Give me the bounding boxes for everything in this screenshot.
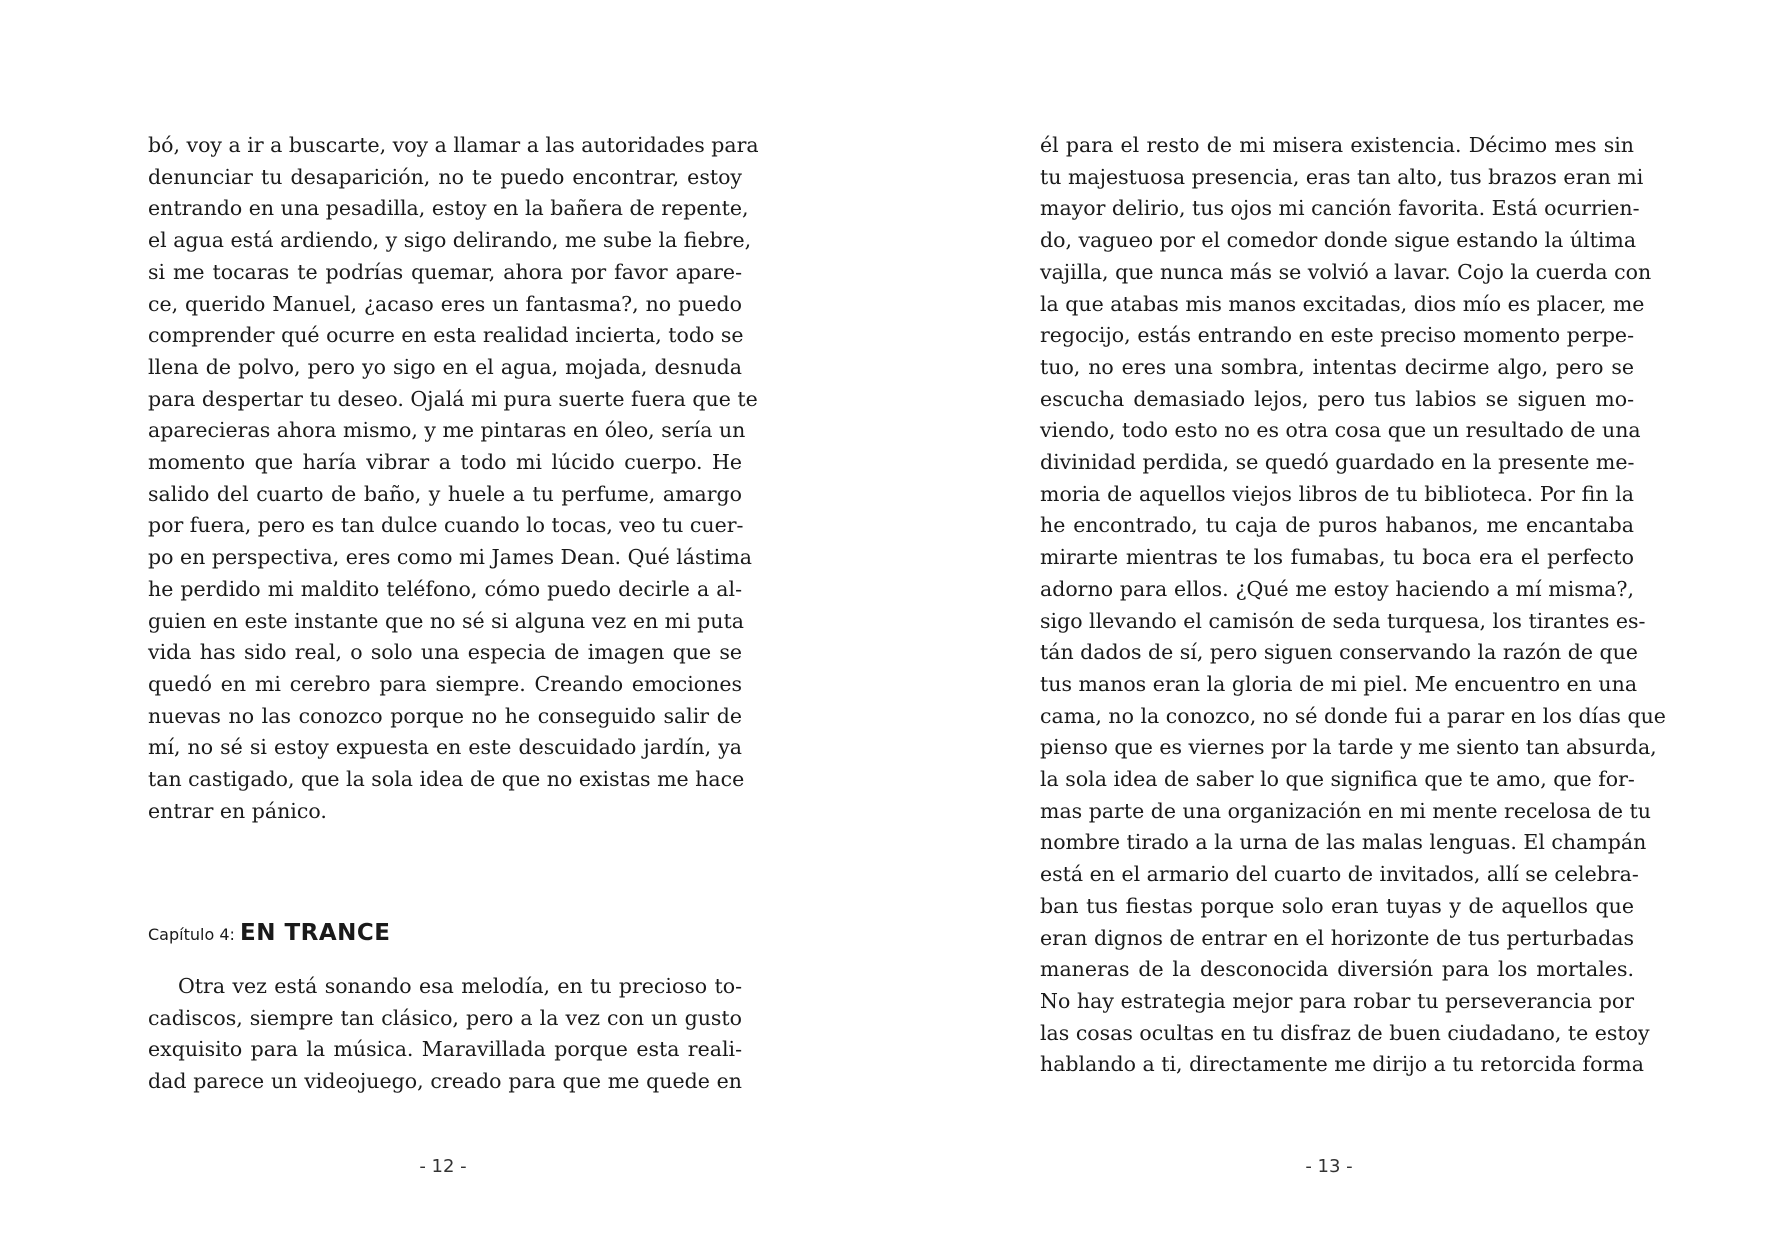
right-page <box>886 0 1772 1240</box>
text-line: regocijo, estás entrando en este preciso momento perpe- <box>1040 323 1634 348</box>
text-line: he perdido mi maldito teléfono, cómo puedo decirle a al- <box>148 576 742 601</box>
text-line: exquisito para la música. Maravillada porque esta reali- <box>148 1037 742 1062</box>
text-line: he encontrado, tu caja de puros habanos, me encantaba <box>1040 513 1634 538</box>
text-line: tan castigado, que la sola idea de que no existas me hace <box>148 767 745 792</box>
text-line: pienso que es viernes por la tarde y me siento tan absurda, <box>1040 735 1657 760</box>
text-line: la que atabas mis manos excitadas, dios mío es placer, me <box>1040 291 1645 316</box>
text-line: viendo, todo esto no es otra cosa que un resultado de una <box>1040 418 1641 443</box>
text-line: ce, querido Manuel, ¿acaso eres un fantasma?, no puedo <box>148 291 742 316</box>
text-line: vajilla, que nunca más se volvió a lavar. Cojo la cuerda con <box>1040 259 1652 284</box>
text-line: la sola idea de saber lo que significa que te amo, que for- <box>1040 767 1635 792</box>
text-line: momento que haría vibrar a todo mi lúcido cuerpo. He <box>148 450 742 475</box>
text-line: comprender qué ocurre en esta realidad incierta, todo se <box>148 323 744 348</box>
text-line: está en el armario del cuarto de invitados, allí se celebra- <box>1040 862 1639 887</box>
text-line: salido del cuarto de baño, y huele a tu perfume, amargo <box>148 481 742 506</box>
chapter-heading <box>148 920 391 946</box>
text-line: sigo llevando el camisón de seda turquesa, los tirantes es- <box>1040 608 1646 633</box>
text-line: escucha demasiado lejos, pero tus labios se siguen mo- <box>1040 386 1634 411</box>
text-line: po en perspectiva, eres como mi James Dean. Qué lástima <box>148 545 752 570</box>
text-line: do, vagueo por el comedor donde sigue estando la última <box>1040 228 1637 253</box>
text-line: eran dignos de entrar en el horizonte de tus perturbadas <box>1040 925 1634 950</box>
text-line: dad parece un videojuego, creado para que me quede en <box>148 1069 742 1094</box>
page-number-right: - 13 - <box>1305 1156 1353 1177</box>
chapter-title: EN TRANCE <box>239 920 391 946</box>
text-line: moria de aquellos viejos libros de tu biblioteca. Por fin la <box>1040 481 1634 506</box>
text-line: maneras de la desconocida diversión para los mortales. <box>1040 957 1634 982</box>
text-line: las cosas ocultas en tu disfraz de buen ciudadano, te estoy <box>1040 1020 1650 1045</box>
text-line: No hay estrategia mejor para robar tu perseverancia por <box>1040 988 1634 1013</box>
text-line: tus manos eran la gloria de mi piel. Me encuentro en una <box>1040 671 1638 696</box>
text-line: el agua está ardiendo, y sigo delirando, me sube la fiebre, <box>148 228 752 253</box>
text-line: divinidad perdida, se quedó guardado en la presente me- <box>1040 450 1635 475</box>
text-line: mayor delirio, tus ojos mi canción favorita. Está ocurrien- <box>1040 196 1640 221</box>
text-line: tuo, no eres una sombra, intentas decirme algo, pero se <box>1040 354 1634 379</box>
text-line: entrar en pánico. <box>148 798 327 823</box>
text-line: hablando a ti, directamente me dirijo a tu retorcida forma <box>1040 1052 1644 1077</box>
left-paragraph-continued <box>148 130 759 827</box>
chapter-prefix: Capítulo 4: <box>148 925 235 944</box>
text-line: bó, voy a ir a buscarte, voy a llamar a las autoridades para <box>148 133 759 157</box>
text-line: tu majestuosa presencia, eras tan alto, tus brazos eran mi <box>1040 164 1644 189</box>
text-line: mí, no sé si estoy expuesta en este descuidado jardín, ya <box>148 735 742 760</box>
text-line: tán dados de sí, pero siguen conservando la razón de que <box>1040 640 1638 665</box>
text-line: nuevas no las conozco porque no he conseguido salir de <box>148 703 742 728</box>
text-line: nombre tirado a la urna de las malas lenguas. El champán <box>1040 830 1647 855</box>
text-line: llena de polvo, pero yo sigo en el agua, mojada, desnuda <box>148 354 742 379</box>
text-line: guien en este instante que no sé si alguna vez en mi puta <box>148 608 744 633</box>
text-line: por fuera, pero es tan dulce cuando lo tocas, veo tu cuer- <box>148 513 744 538</box>
text-line: adorno para ellos. ¿Qué me estoy haciendo a mí misma?, <box>1040 576 1634 601</box>
text-line: ban tus fiestas porque solo eran tuyas y de aquellos que <box>1040 893 1634 918</box>
text-line: Otra vez está sonando esa melodía, en tu precioso to- <box>178 974 742 998</box>
text-line: cadiscos, siempre tan clásico, pero a la vez con un gusto <box>148 1005 742 1030</box>
text-line: para despertar tu deseo. Ojalá mi pura suerte fuera que te <box>148 386 758 411</box>
left-paragraph-chapter-start <box>148 971 742 1098</box>
text-line: vida has sido real, o solo una especia de imagen que se <box>148 640 742 665</box>
text-line: si me tocaras te podrías quemar, ahora por favor apare- <box>148 259 742 284</box>
text-line: mas parte de una organización en mi mente recelosa de tu <box>1040 798 1651 823</box>
text-line: denunciar tu desaparición, no te puedo encontrar, estoy <box>148 164 742 189</box>
right-paragraph <box>1040 130 1666 1081</box>
text-line: cama, no la conozco, no sé donde fui a parar en los días que <box>1040 703 1666 728</box>
text-line: quedó en mi cerebro para siempre. Creando emociones <box>148 671 742 696</box>
text-line: entrando en una pesadilla, estoy en la bañera de repente, <box>148 196 749 221</box>
text-line: mirarte mientras te los fumabas, tu boca era el perfecto <box>1040 545 1634 570</box>
text-line: él para el resto de mi misera existencia. Décimo mes sin <box>1040 133 1634 157</box>
page-number-left: - 12 - <box>419 1156 467 1177</box>
text-line: aparecieras ahora mismo, y me pintaras en óleo, sería un <box>148 418 746 443</box>
